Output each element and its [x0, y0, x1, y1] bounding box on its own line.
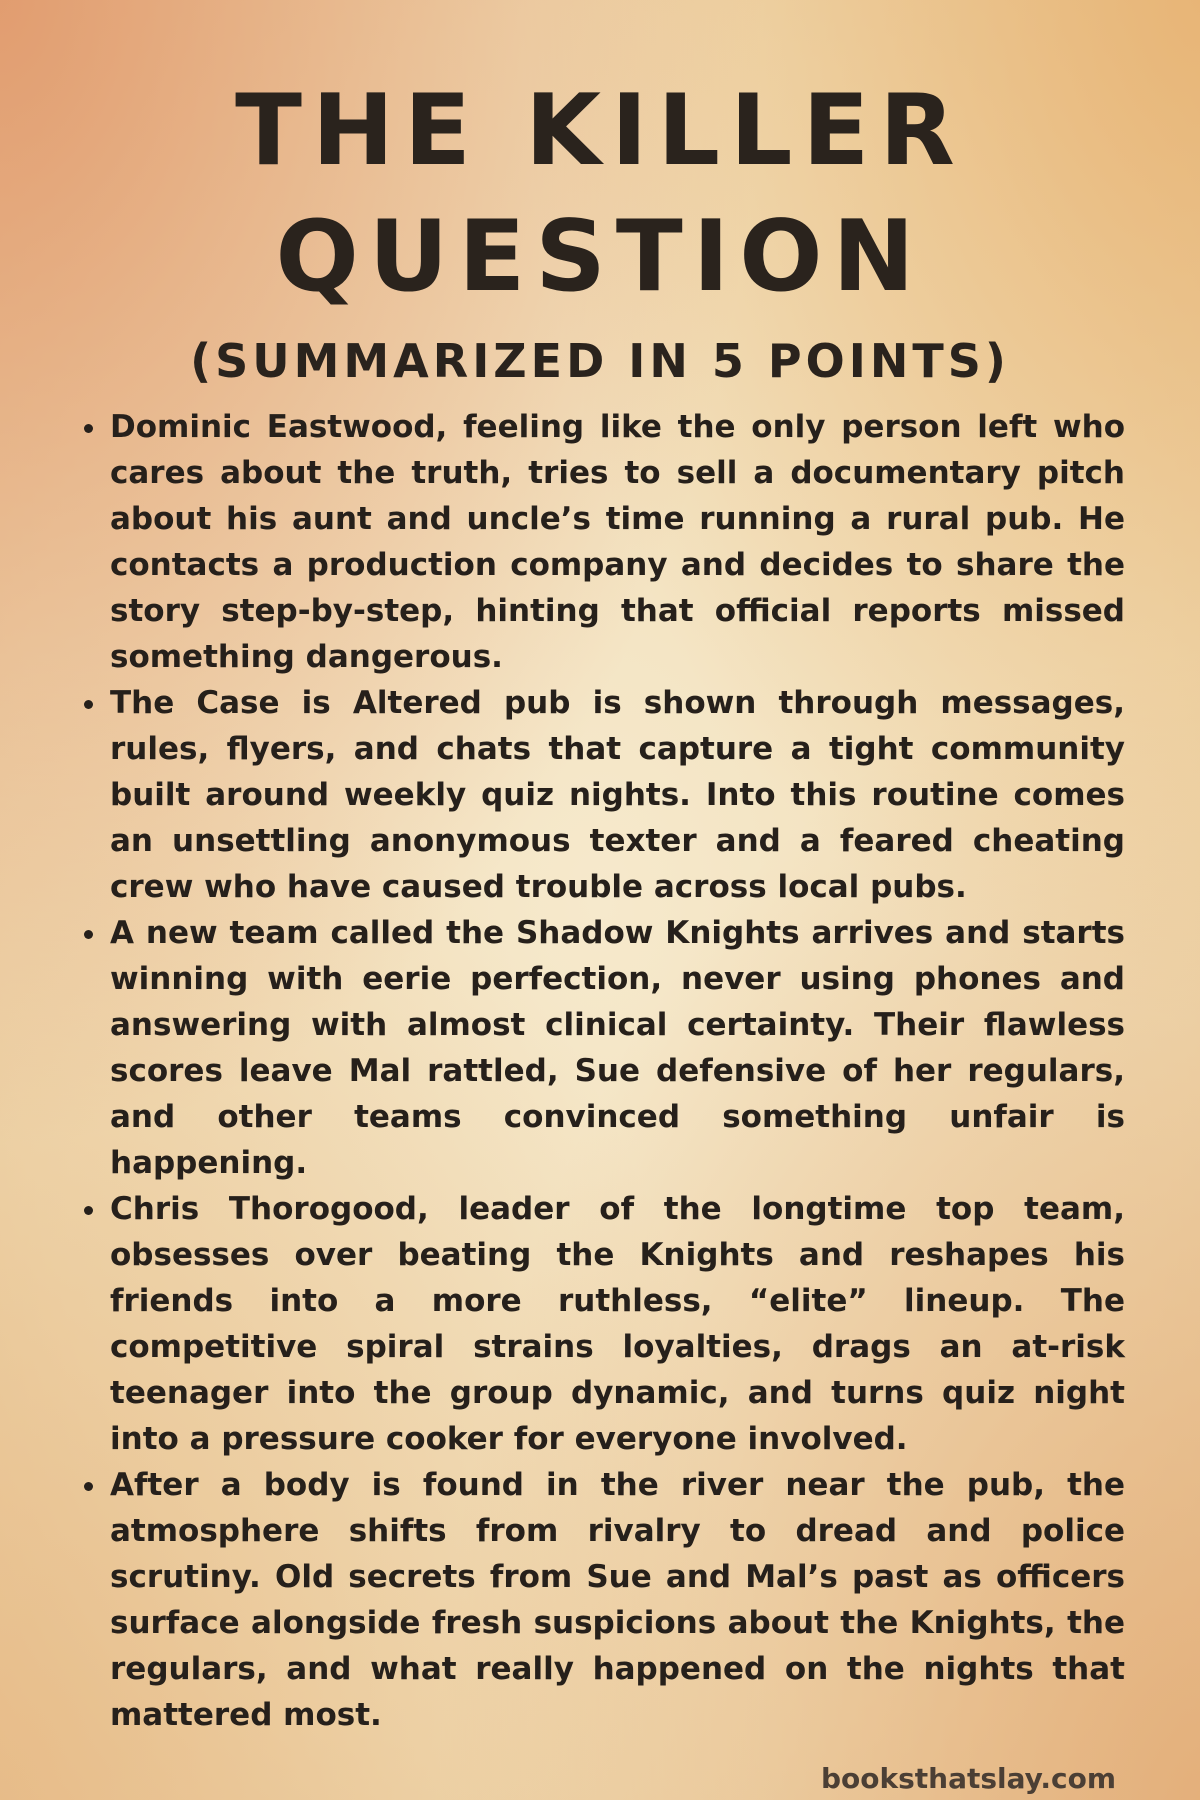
- summary-point-text: Dominic Eastwood, feeling like the only person left who cares about the truth, tries to sell a documentary pitch about his aunt and uncle’s time running a rural pub. He contacts a production company and decides to share the story step-by-step, hinting that official reports missed something dangerous.: [110, 409, 1125, 675]
- summary-point: [110, 680, 1125, 910]
- summary-point-text: After a body is found in the river near the pub, the atmosphere shifts from rivalry to dread and police scrutiny. Old secrets from Sue and Mal’s past as officers surface alongside fresh suspicions about the Knights, the regulars, and what really happened on the nights that mattered most.: [110, 1467, 1125, 1733]
- bullet-icon: [84, 1482, 93, 1491]
- summary-point: [110, 910, 1125, 1186]
- summary-points-list: [0, 404, 1200, 1738]
- subtitle: (SUMMARIZED IN 5 POINTS): [190, 334, 1010, 388]
- summary-point: [110, 404, 1125, 680]
- summary-point-text: The Case is Altered pub is shown through messages, rules, flyers, and chats that capture a tight community built around weekly quiz nights. Into this routine comes an unsettling anonymous texter and a feared cheating crew who have caused trouble across local pubs.: [110, 685, 1125, 905]
- summary-point: [110, 1186, 1125, 1462]
- bullet-icon: [84, 1206, 93, 1215]
- title-line-1: THE KILLER: [235, 74, 965, 188]
- summary-point: [110, 1462, 1125, 1738]
- book-title: [0, 68, 1200, 320]
- summary-point-text: Chris Thorogood, leader of the longtime top team, obsesses over beating the Knights and reshapes his friends into a more ruthless, “elite” lineup. The competitive spiral strains loyalties, drags an at-risk teenager into the group dynamic, and turns quiz night into a pressure cooker for everyone involved.: [110, 1191, 1125, 1457]
- title-line-2: QUESTION: [275, 200, 925, 314]
- bullet-icon: [84, 700, 93, 709]
- source-website-label: booksthatslay.com: [820, 1762, 1116, 1795]
- bullet-icon: [84, 424, 93, 433]
- summary-point-text: A new team called the Shadow Knights arrives and starts winning with eerie perfection, never using phones and answering with almost clinical certainty. Their flawless scores leave Mal rattled, Sue defensive of her regulars, and other teams convinced something unfair is happening.: [110, 915, 1125, 1181]
- bullet-icon: [84, 930, 93, 939]
